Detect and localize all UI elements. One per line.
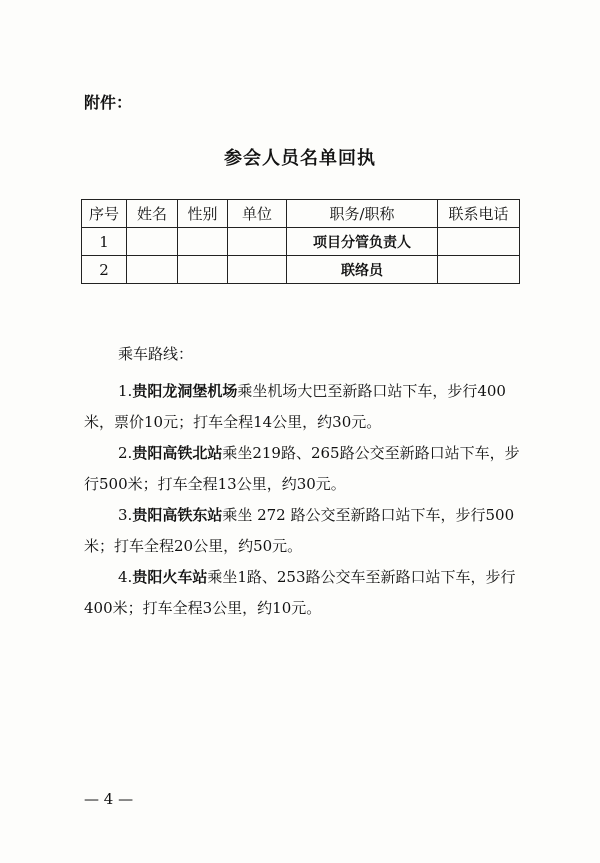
header-cell: 序号	[82, 200, 127, 228]
table-cell: 项目分管负责人	[287, 228, 438, 256]
attachment-label: 附件：	[84, 93, 133, 112]
route-place: 贵阳龙洞堡机场	[132, 382, 238, 400]
route-item	[84, 562, 524, 624]
header-cell: 联系电话	[438, 200, 520, 228]
table-cell	[438, 228, 520, 256]
table-cell: 2	[82, 256, 127, 284]
route-item	[84, 500, 524, 562]
route-number: 4.	[118, 568, 133, 586]
route-place: 贵阳火车站	[132, 568, 208, 586]
table-cell: 1	[82, 228, 127, 256]
route-number: 1.	[118, 382, 133, 400]
table-row	[82, 256, 520, 284]
table-cell	[178, 256, 228, 284]
route-text: 乘坐机场大巴至新路口站下车，步行400米，票价10元；打车全程14公里，约30元。	[84, 382, 506, 431]
table-cell	[127, 228, 178, 256]
table-cell: 联络员	[287, 256, 438, 284]
route-number: 3.	[118, 506, 133, 524]
table-cell	[228, 228, 287, 256]
route-text: 乘坐219路、265路公交至新路口站下车，步行500米；打车全程13公里，约30元。	[84, 444, 520, 493]
header-cell: 姓名	[127, 200, 178, 228]
table-header-row	[82, 200, 520, 228]
header-cell: 单位	[228, 200, 287, 228]
table-cell	[438, 256, 520, 284]
header-cell: 性别	[178, 200, 228, 228]
page-title: 参会人员名单回执	[224, 148, 376, 169]
route-place: 贵阳高铁北站	[132, 444, 223, 462]
table-cell	[178, 228, 228, 256]
page-number: — 4 —	[84, 790, 134, 808]
header-cell: 职务/职称	[287, 200, 438, 228]
route-text: 乘坐 272 路公交至新路口站下车，步行500米；打车全程20公里，约50元。	[84, 506, 515, 555]
table-cell	[127, 256, 178, 284]
attendee-table	[81, 199, 520, 284]
route-number: 2.	[118, 444, 133, 462]
routes-heading: 乘车路线：	[118, 345, 194, 363]
route-place: 贵阳高铁东站	[132, 506, 223, 524]
table-cell	[228, 256, 287, 284]
route-item	[84, 376, 524, 438]
table-row	[82, 228, 520, 256]
route-item	[84, 438, 524, 500]
route-text: 乘坐1路、253路公交车至新路口站下车，步行400米；打车全程3公里，约10元。	[84, 568, 516, 617]
